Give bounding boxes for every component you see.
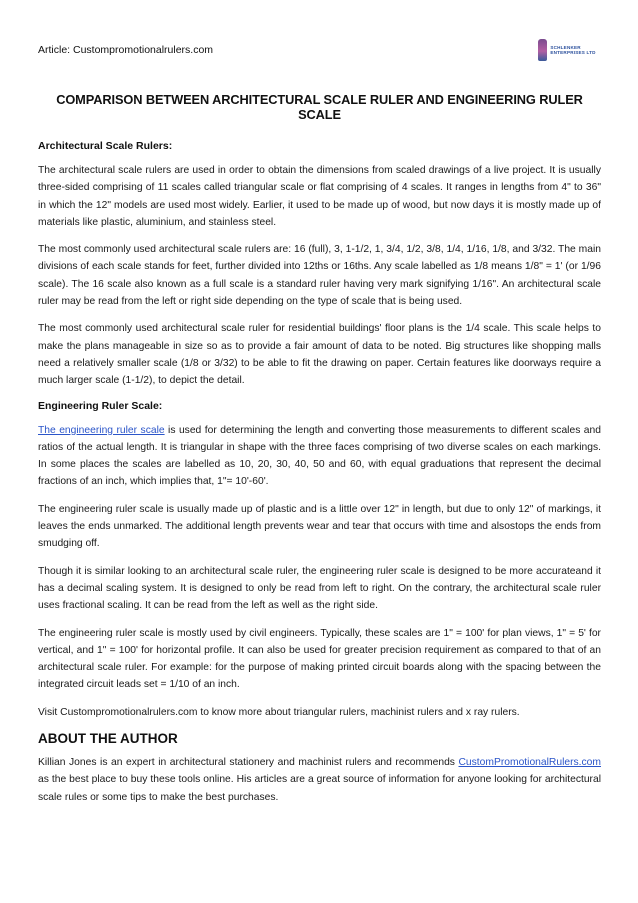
section-heading-engineering: Engineering Ruler Scale: [38, 399, 163, 412]
paragraph: The engineering ruler scale is usually made up of plastic and is a little over 12" in length, but due to only 12" of markings, it leaves the ends unmarked. The additional length prevents wear and tear that occurs with time and alsostops the ends from smudging off. [38, 503, 601, 550]
engineering-ruler-scale-link[interactable]: The engineering ruler scale [38, 424, 165, 436]
custompromotionalrulers-link[interactable]: CustomPromotionalRulers.com [458, 757, 601, 769]
paragraph: The architectural scale rulers are used in order to obtain the dimensions from scaled drawings of a live project. It is usually three-sided comprising of 11 scales called triangular scale or flat comprising of 4 scales. It ranges in lengths from 4" to 36" in which the 12" models are used most widely. Earlier, it used to be made up of wood, but now days it is mostly made up of materials like plastic, aluminium, and stainless steel. [38, 165, 601, 228]
bio-text: Killian Jones is an expert in architectural stationery and machinist rulers and recommends [38, 757, 459, 769]
logo-text: SCHLENKER ENTERPRISES LTD [550, 45, 596, 55]
paragraph: The most commonly used architectural scale rulers are: 16 (full), 3, 1-1/2, 1, 3/4, 1/2, 3/8, 1/4, 1/16, 1/8, and 3/32. The main divisions of each scale stands for feet, further divided into 12ths or 16ths. Any scale labelled as 1/8 means 1/8" = 1' (or 1/96 scale). The 16 scale also known as a full scale is a standard ruler having very mark signifying 1/16". An architectural scale ruler may be read from the left or right side depending on the type of scale that is being used. [38, 244, 601, 308]
section-heading-architectural: Architectural Scale Rulers: [38, 140, 173, 152]
paragraph [38, 422, 601, 491]
paragraph: Visit Custompromotionalrulers.com to know more about triangular rulers, machinist rulers and x ray rulers. [38, 706, 520, 718]
paragraph: The engineering ruler scale is mostly used by civil engineers. Typically, these scales are 1" = 100' for plan views, 1" = 5' for vertical, and 1" = 100' for horizontal profile. It can also be used for greater precision requirement as compared to that of an architectural scale ruler. For example: for the purpose of making printed circuit boards along with the spacing between the integrated circuit leads set = 1/10 of an inch. [38, 627, 601, 691]
article-source: Article: Custompromotionalrulers.com [38, 44, 214, 56]
page-title: COMPARISON BETWEEN ARCHITECTURAL SCALE RULER AND ENGINEERING RULER SCALE [56, 92, 583, 122]
article-body [38, 92, 601, 816]
company-logo [538, 37, 602, 63]
paragraph-text: is used for determining the length and converting those measurements to different scales and ratios of the actual length. It is triangular in shape with the three faces comprising of two diverse scales on each markings. In some places the scales are labelled as 10, 20, 30, 40, 50 and 60, with equal graduations that represent the decimal fractions of an inch, which implies that, 1"= 10'-60'. [38, 424, 601, 488]
logo-portrait-icon [538, 39, 547, 61]
paragraph: Though it is similar looking to an architectural scale ruler, the engineering ruler scale is designed to be more accurateand it has a decimal scaling system. It is designed to only be read from left to right. On the contrary, the architectural scale ruler uses fractional scaling. It can be read from the left as well as the right side. [38, 565, 601, 612]
author-bio [38, 754, 601, 806]
bio-text: as the best place to buy these tools online. His articles are a great source of information for anyone looking for architectural scale rules or some tips to make the best purchases. [38, 774, 601, 803]
paragraph: The most commonly used architectural scale ruler for residential buildings' floor plans is the 1/4 scale. This scale helps to make the plans manageable in size so as to provide a fair amount of data to be noted. Big structures like shopping malls need a relatively smaller scale (1/8 or 3/32) to be able to fit the drawing on paper. Certain features like doorways require a much larger scale (1-1/2), to depict the detail. [38, 323, 601, 387]
about-author-heading: ABOUT THE AUTHOR [38, 731, 178, 747]
